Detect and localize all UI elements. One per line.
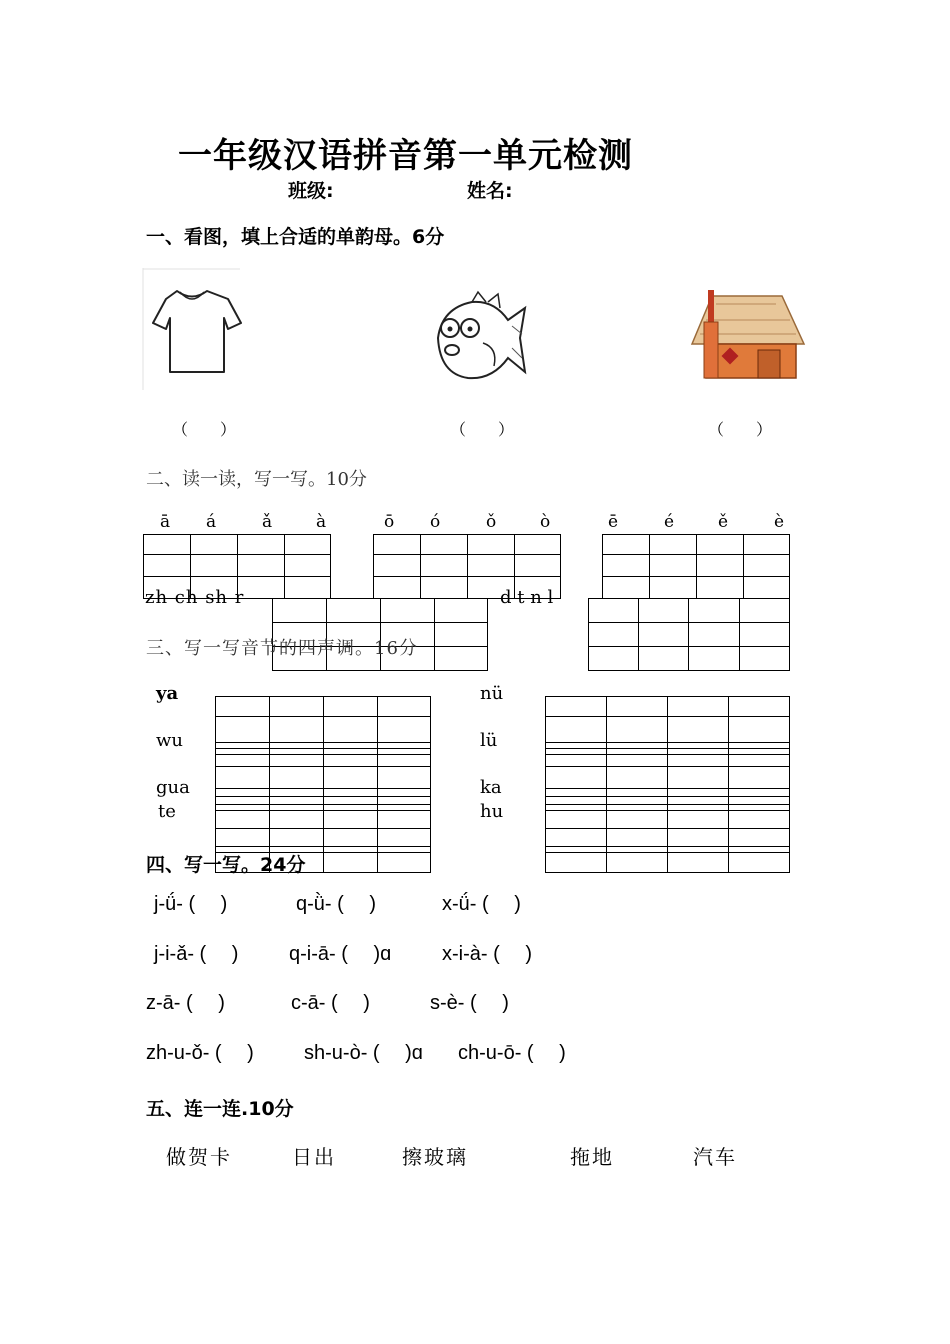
section3-heading: 三、写一写音节的四声调。16分: [146, 638, 418, 659]
syllable-gua: gua: [156, 777, 190, 798]
section2-heading: 二、读一读，写一写。10分: [146, 469, 367, 490]
exercise-1-1[interactable]: j-ǘ- ( ): [154, 893, 228, 915]
tone-e3: ě: [718, 512, 729, 532]
tone-a1: ā: [160, 512, 171, 532]
tone-a4: à: [316, 512, 327, 532]
exercise-4-3[interactable]: ch-u-ō- ( ): [458, 1042, 566, 1064]
page-title: 一年级汉语拼音第一单元检测: [178, 136, 633, 176]
exercise-1-3[interactable]: x-ǘ- ( ): [442, 893, 521, 915]
consonants-left: zh ch sh r: [145, 587, 245, 608]
grid-tones-left[interactable]: [215, 696, 431, 872]
tone-e1: ē: [608, 512, 619, 532]
exercise-4-1[interactable]: zh-u-ǒ- ( ): [146, 1042, 254, 1064]
tone-o1: ō: [384, 512, 395, 532]
section5-heading: 五、连一连.10分: [146, 1098, 294, 1120]
syllable-nv: nü: [480, 683, 504, 704]
exercise-3-2[interactable]: c-ā- ( ): [291, 992, 370, 1014]
exercise-2-3[interactable]: x-i-à- ( ): [442, 943, 532, 965]
tone-a2: á: [206, 512, 217, 532]
word-2: 日出: [292, 1145, 336, 1169]
syllable-te: te: [158, 801, 176, 822]
word-4: 拖地: [570, 1145, 614, 1169]
blank-2[interactable]: （ ）: [450, 420, 515, 439]
house-image: [686, 286, 806, 382]
exercise-2-2[interactable]: q-i-ā- ( )ɑ: [289, 943, 392, 965]
tone-a3: ǎ: [262, 512, 273, 532]
exercise-3-1[interactable]: z-ā- ( ): [146, 992, 225, 1014]
exercise-2-1[interactable]: j-i-ǎ- ( ): [154, 943, 239, 965]
tshirt-image: [142, 268, 242, 390]
section1-heading: 一、看图，填上合适的单韵母。6分: [146, 226, 445, 248]
blank-3[interactable]: （ ）: [708, 420, 773, 439]
consonants-right: d t n l: [500, 587, 554, 608]
name-label: 姓名:: [467, 180, 513, 202]
section4-heading: 四、写一写。24分: [146, 854, 306, 876]
exercise-4-2[interactable]: sh-u-ò- ( )ɑ: [304, 1042, 423, 1064]
word-5: 汽车: [693, 1145, 737, 1169]
tone-e4: è: [774, 512, 785, 532]
exercise-1-2[interactable]: q-ǜ- ( ): [296, 893, 376, 915]
tone-o4: ò: [540, 512, 551, 532]
grid-dtnl[interactable]: [588, 598, 790, 670]
blank-1[interactable]: （ ）: [172, 420, 237, 439]
fish-image: [428, 288, 528, 388]
syllable-ya: ya: [156, 683, 179, 704]
syllable-wu: wu: [156, 730, 183, 751]
word-3: 擦玻璃: [402, 1145, 468, 1169]
tone-o3: ǒ: [486, 512, 497, 532]
syllable-ka: ka: [480, 777, 502, 798]
syllable-lv: lü: [480, 730, 498, 751]
syllable-hu: hu: [480, 801, 504, 822]
word-1: 做贺卡: [166, 1145, 232, 1169]
class-label: 班级:: [288, 180, 334, 202]
exercise-3-3[interactable]: s-è- ( ): [430, 992, 509, 1014]
tone-o2: ó: [430, 512, 441, 532]
grid-tones-right[interactable]: [545, 696, 790, 872]
grid-e[interactable]: [602, 534, 790, 598]
tone-e2: é: [664, 512, 675, 532]
